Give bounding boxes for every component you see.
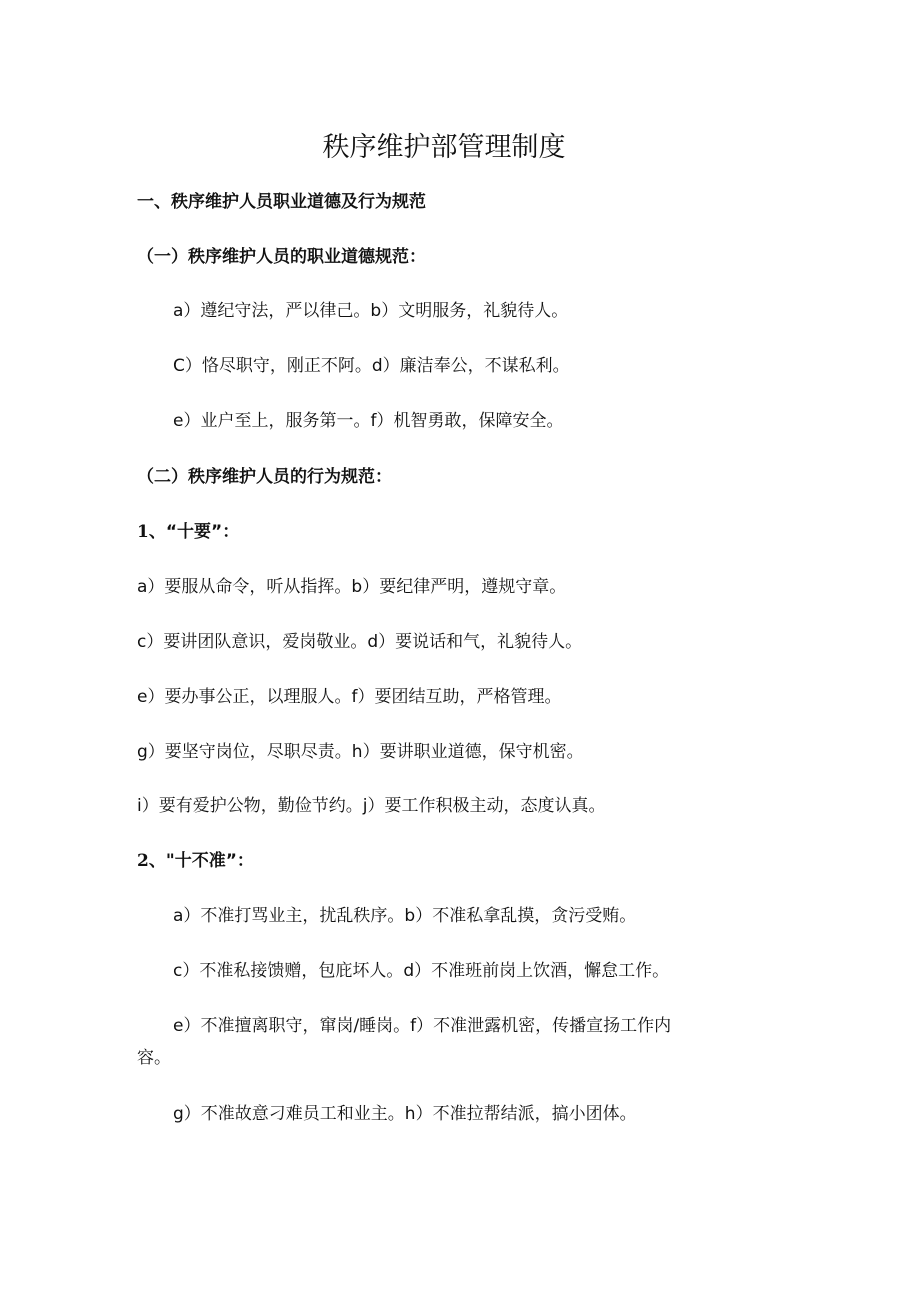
- ten-must-nots-item: e）不准擅离职守，窜岗/睡岗。f）不准泄露机密，传播宣扬工作内: [173, 1016, 672, 1036]
- ten-must-nots-item-continuation: 容。: [137, 1048, 171, 1068]
- ten-musts-heading: [137, 521, 239, 543]
- subsection-heading-ethics: （一）秩序维护人员的职业道德规范：: [137, 247, 426, 267]
- ten-musts-item: e）要办事公正，以理服人。f）要团结互助，严格管理。: [137, 687, 562, 707]
- ten-must-nots-number: 2、: [137, 851, 166, 871]
- ten-must-nots-item: a）不准打骂业主，扰乱秩序。b）不准私拿乱摸，贪污受贿。: [173, 906, 637, 926]
- ethics-line: C）恪尽职守，刚正不阿。d）廉洁奉公，不谋私利。: [173, 356, 570, 376]
- ten-musts-number: 1、: [137, 522, 166, 542]
- ten-musts-item: g）要坚守岗位，尽职尽责。h）要讲职业道德，保守机密。: [137, 742, 584, 762]
- document-title: 秩序维护部管理制度: [322, 132, 566, 163]
- ten-must-nots-item: g）不准故意刁难员工和业主。h）不准拉帮结派，搞小团体。: [173, 1104, 637, 1124]
- section-heading: 一、秩序维护人员职业道德及行为规范: [137, 192, 426, 212]
- ethics-line: e）业户至上，服务第一。f）机智勇敢，保障安全。: [173, 411, 564, 431]
- subsection-heading-conduct: （二）秩序维护人员的行为规范：: [137, 467, 392, 487]
- ten-musts-item: c）要讲团队意识，爱岗敬业。d）要说话和气，礼貌待人。: [137, 632, 583, 652]
- ten-must-nots-item: c）不准私接馈赠，包庇坏人。d）不准班前岗上饮酒，懈怠工作。: [173, 961, 670, 981]
- ten-must-nots-title: "十不准”：: [165, 851, 254, 871]
- ten-musts-item: i）要有爱护公物，勤俭节约。j）要工作积极主动，态度认真。: [137, 796, 606, 816]
- ten-musts-item: a）要服从命令，听从指挥。b）要纪律严明，遵规守章。: [137, 577, 567, 597]
- ten-must-nots-heading: [137, 850, 254, 872]
- ethics-line: a）遵纪守法，严以律己。b）文明服务，礼貌待人。: [173, 301, 569, 321]
- ten-musts-title: “十要”：: [165, 522, 240, 542]
